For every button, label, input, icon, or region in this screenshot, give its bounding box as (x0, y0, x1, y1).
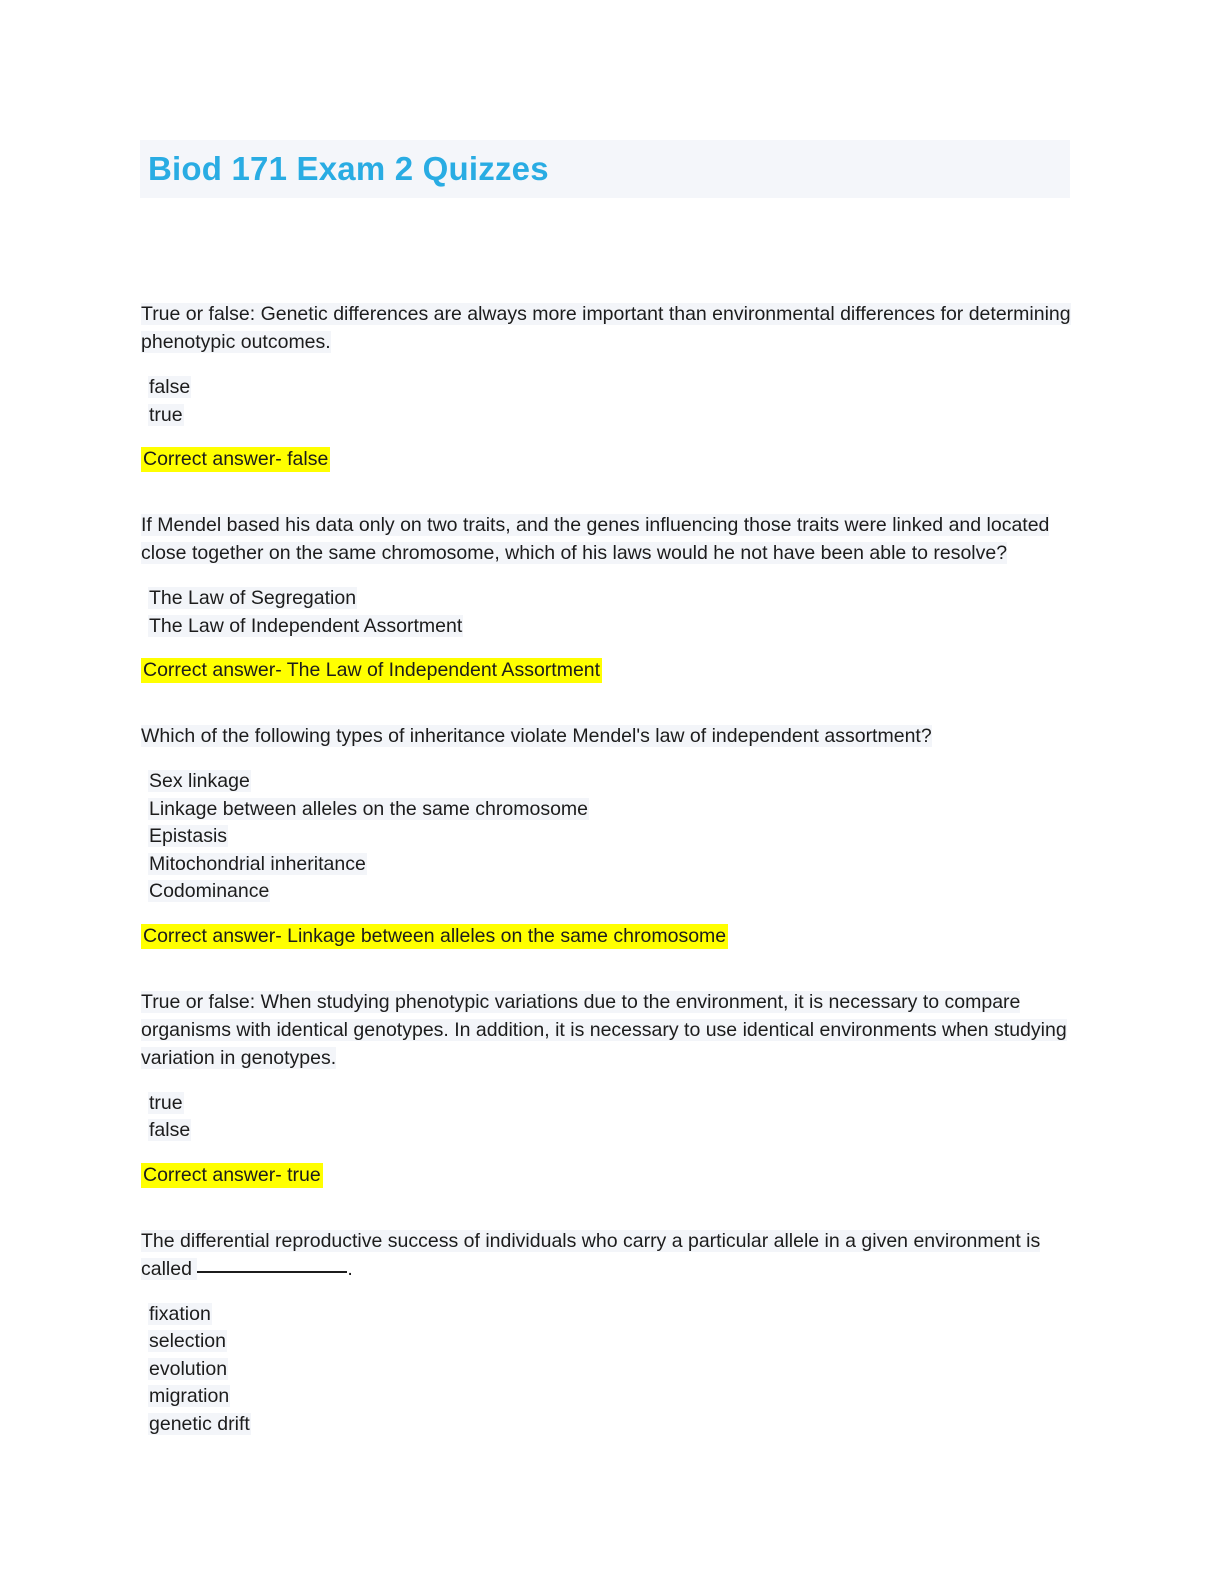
option-item[interactable] (141, 1301, 1071, 1329)
options-list-5 (141, 1301, 1071, 1439)
option-item[interactable] (141, 851, 1071, 879)
correct-answer-text: Correct answer- false (143, 448, 329, 470)
option-label: false (149, 1119, 191, 1141)
question-text-3-inner: Which of the following types of inheritance violate Mendel's law of independent assortment? (141, 725, 932, 747)
options-list-2 (141, 585, 1071, 640)
question-text-1-inner: True or false: Genetic differences are always more important than environmental differences for determining phenotypic outcomes. (141, 303, 1071, 353)
option-label: false (149, 376, 191, 398)
option-item[interactable] (141, 1356, 1071, 1384)
question-block-1 (141, 300, 1071, 473)
correct-answer-4 (141, 1161, 1071, 1189)
page-title: Biod 171 Exam 2 Quizzes (148, 150, 549, 187)
question-block-3 (141, 722, 1071, 950)
option-label: true (149, 403, 183, 426)
option-label: The Law of Independent Assortment (149, 614, 463, 637)
option-item[interactable] (141, 796, 1071, 824)
option-label: selection (149, 1330, 226, 1352)
options-list-3 (141, 768, 1071, 906)
option-label: true (149, 1091, 183, 1114)
option-item[interactable] (141, 374, 1071, 402)
option-item[interactable] (141, 823, 1071, 851)
question-text-1 (141, 300, 1071, 356)
correct-answer-text: Correct answer- true (143, 1163, 321, 1186)
options-list-1 (141, 374, 1071, 429)
correct-answer-text: Correct answer- Linkage between alleles on the same chromosome (143, 924, 727, 947)
spacer (141, 1211, 1071, 1227)
question-text-4-inner: True or false: When studying phenotypic variations due to the environment, it is necessary to compare organisms with identical genotypes. In addition, it is necessary to use identical environments when studying variation in genotypes. (141, 990, 1067, 1069)
correct-answer-text: Correct answer- The Law of Independent Assortment (143, 659, 601, 681)
option-item[interactable] (141, 878, 1071, 906)
question-block-4 (141, 988, 1071, 1189)
option-label: fixation (149, 1302, 211, 1325)
question-text-3 (141, 722, 1071, 750)
option-item[interactable] (141, 402, 1071, 430)
question-text-5-before: The differential reproductive success of individuals who carry a particular allele in a given environment is called (141, 1229, 1041, 1280)
correct-answer-1 (141, 445, 1071, 473)
option-label: evolution (149, 1357, 228, 1380)
option-item[interactable] (141, 1090, 1071, 1118)
option-item[interactable] (141, 585, 1071, 613)
quiz-content (141, 300, 1071, 1460)
question-text-2-inner: If Mendel based his data only on two traits, and the genes influencing those traits were linked and located close together on the same chromosome, which of his laws would he not have been able to resolve? (141, 514, 1050, 564)
question-block-5 (141, 1227, 1071, 1439)
option-label: The Law of Segregation (149, 587, 357, 609)
option-item[interactable] (141, 1383, 1071, 1411)
option-label: Codominance (149, 880, 270, 902)
options-list-4 (141, 1090, 1071, 1145)
spacer (141, 972, 1071, 988)
question-text-2 (141, 511, 1071, 567)
question-text-5 (141, 1227, 1071, 1283)
option-item[interactable] (141, 613, 1071, 641)
option-label: Sex linkage (149, 770, 250, 792)
question-text-4 (141, 988, 1071, 1072)
option-label: migration (149, 1385, 230, 1407)
correct-answer-3 (141, 922, 1071, 950)
option-item[interactable] (141, 1411, 1071, 1439)
correct-answer-2 (141, 656, 1071, 684)
option-item[interactable] (141, 1117, 1071, 1145)
fill-in-blank[interactable] (197, 1271, 347, 1273)
option-label: Linkage between alleles on the same chromosome (149, 797, 589, 820)
question-block-2 (141, 511, 1071, 684)
spacer (141, 706, 1071, 722)
option-item[interactable] (141, 768, 1071, 796)
option-label: Epistasis (149, 825, 228, 847)
option-item[interactable] (141, 1328, 1071, 1356)
question-text-5-after: . (347, 1257, 353, 1280)
spacer (141, 495, 1071, 511)
option-label: genetic drift (149, 1412, 250, 1435)
option-label: Mitochondrial inheritance (149, 852, 366, 875)
